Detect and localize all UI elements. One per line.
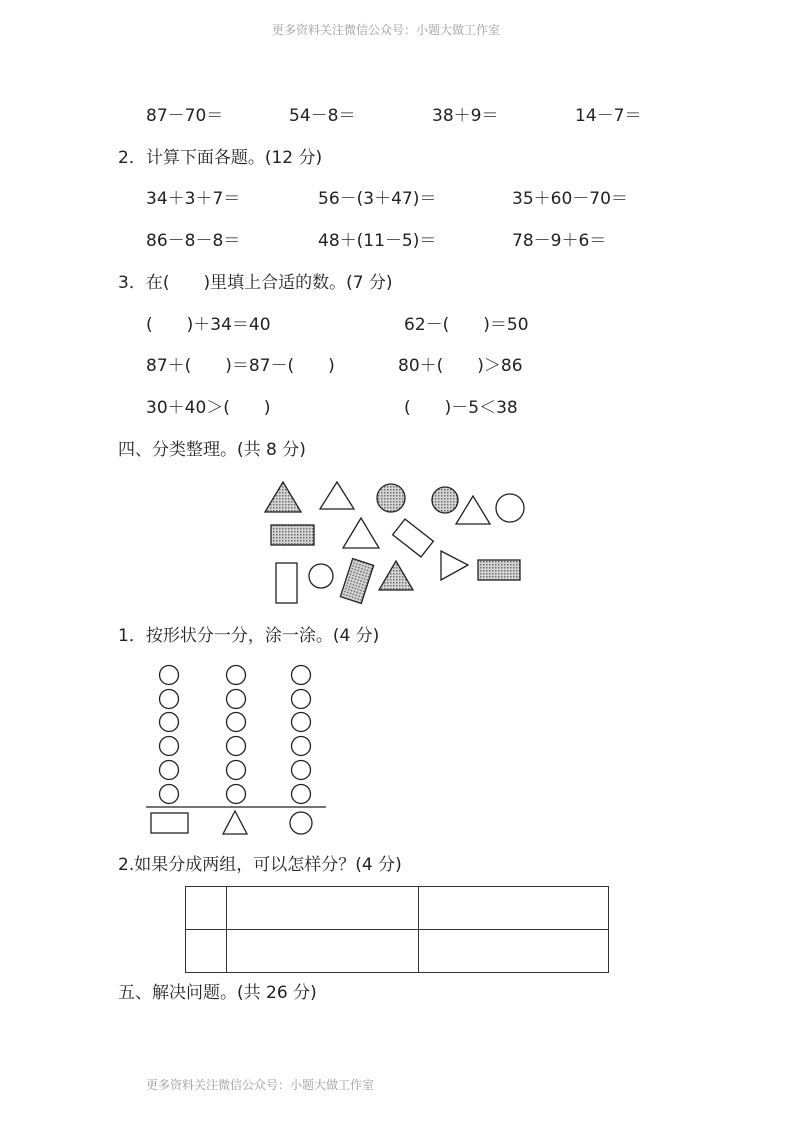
table-cell[interactable] xyxy=(186,930,227,973)
tally-circle xyxy=(160,666,179,685)
q3-problem: ( )－5＜38 xyxy=(404,398,518,418)
problem-87-70: 87－70＝ xyxy=(146,106,224,126)
triangle-label-shape xyxy=(223,811,247,834)
tally-circle xyxy=(160,713,179,732)
rectangle-shape xyxy=(271,525,314,545)
triangle-shape xyxy=(456,496,490,524)
circle-shape xyxy=(432,487,458,513)
tally-circle xyxy=(227,761,246,780)
rectangle-shape xyxy=(393,519,434,557)
q2-problem: 56－(3＋47)＝ xyxy=(318,189,437,209)
circle-shape xyxy=(377,484,405,512)
tally-circle xyxy=(227,666,246,685)
tally-circle xyxy=(227,713,246,732)
triangle-shape xyxy=(441,551,468,580)
triangle-shape xyxy=(265,482,301,512)
q2-problem: 48＋(11－5)＝ xyxy=(318,231,437,251)
q3-problem: 30＋40＞( ) xyxy=(146,398,271,418)
section4-title: 四、分类整理。(共 8 分) xyxy=(118,440,306,460)
section4-q1-title: 1．按形状分一分，涂一涂。(4 分) xyxy=(118,626,380,646)
tally-circle xyxy=(160,737,179,756)
tally-circle xyxy=(292,761,311,780)
table-cell[interactable] xyxy=(227,930,419,973)
tally-circle xyxy=(292,785,311,804)
problem-14-7: 14－7＝ xyxy=(575,106,642,126)
q3-problem: 80＋( )＞86 xyxy=(398,356,523,376)
q2-problem: 34＋3＋7＝ xyxy=(146,189,241,209)
q3-problem: ( )＋34＝40 xyxy=(146,315,271,335)
table-cell[interactable] xyxy=(419,887,609,930)
watermark-top: 更多资料关注微信公众号：小题大做工作室 xyxy=(272,23,501,37)
tally-circle xyxy=(292,666,311,685)
q3-problem: 62－( )＝50 xyxy=(404,315,529,335)
circle-shape xyxy=(309,564,333,588)
circle-shape xyxy=(496,494,524,522)
tally-circle xyxy=(227,785,246,804)
tally-circle xyxy=(292,690,311,709)
problem-38-9: 38＋9＝ xyxy=(432,106,499,126)
tally-circle xyxy=(160,785,179,804)
triangle-shape xyxy=(343,518,379,548)
rectangle-shape xyxy=(276,563,297,603)
problem-54-8: 54－8＝ xyxy=(289,106,356,126)
q2-problem: 35＋60－70＝ xyxy=(512,189,628,209)
tally-circle xyxy=(292,713,311,732)
table-cell[interactable] xyxy=(227,887,419,930)
rectangle-shape xyxy=(478,560,520,580)
q2-problem: 86－8－8＝ xyxy=(146,231,241,251)
table-cell[interactable] xyxy=(419,930,609,973)
tally-circle xyxy=(160,761,179,780)
section4-q2-title: 2.如果分成两组，可以怎样分？(4 分) xyxy=(118,855,402,875)
rectangle-shape xyxy=(340,559,373,604)
tally-circle xyxy=(227,737,246,756)
watermark-bottom: 更多资料关注微信公众号：小题大做工作室 xyxy=(146,1078,375,1092)
triangle-shape xyxy=(379,561,413,590)
q3-title: 3．在( )里填上合适的数。(7 分) xyxy=(118,273,393,293)
triangle-shape xyxy=(320,482,354,509)
grouping-table xyxy=(185,886,609,973)
rectangle-label-shape xyxy=(151,813,188,833)
q3-problem: 87＋( )＝87－( ) xyxy=(146,356,335,376)
tally-circle xyxy=(160,690,179,709)
q2-problem: 78－9＋6＝ xyxy=(512,231,607,251)
circle-label-shape xyxy=(290,812,312,834)
tally-chart xyxy=(146,666,326,835)
tally-circle xyxy=(227,690,246,709)
section5-title: 五、解决问题。(共 26 分) xyxy=(118,983,317,1003)
q2-title: 2．计算下面各题。(12 分) xyxy=(118,148,323,168)
table-cell[interactable] xyxy=(186,887,227,930)
tally-circle xyxy=(292,737,311,756)
